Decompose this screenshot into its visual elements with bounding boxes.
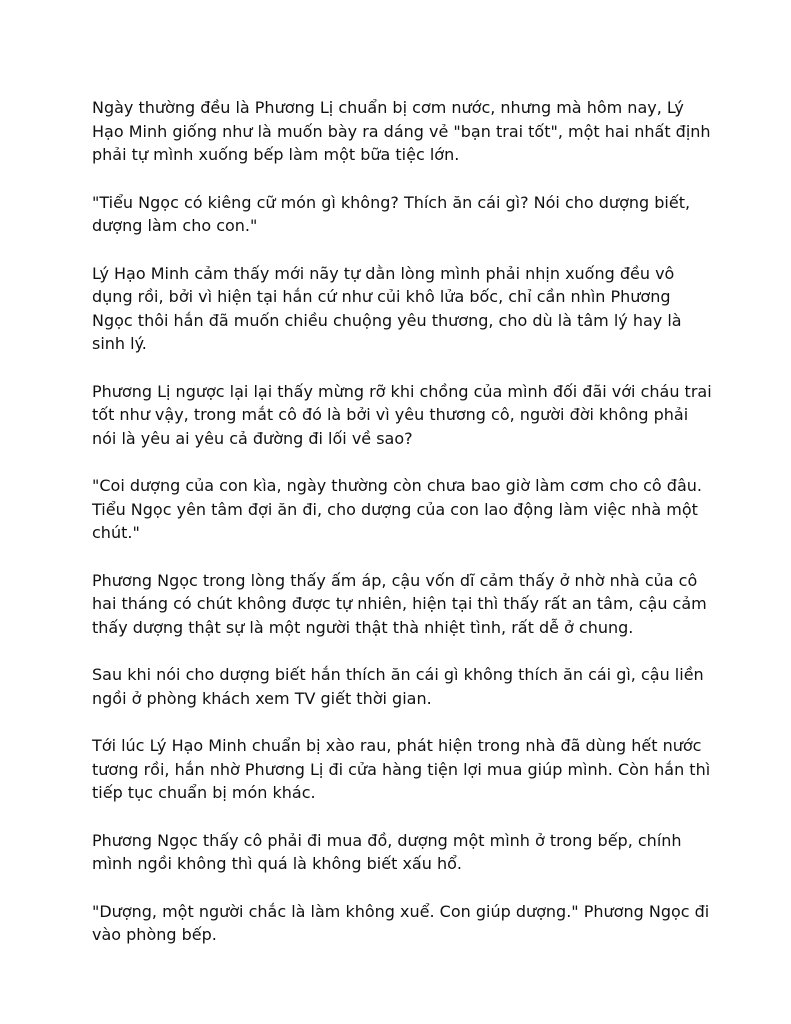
text-line: tương rồi, hắn nhờ Phương Lị đi cửa hàng tiện lợi mua giúp mình. Còn hắn thì	[92, 759, 711, 779]
paragraph-1	[92, 96, 711, 167]
text-line: vào phòng bếp.	[92, 925, 217, 944]
text-line: Phương Ngọc trong lòng thấy ấm áp, cậu vốn dĩ cảm thấy ở nhờ nhà của cô	[92, 570, 698, 590]
paragraph-10	[92, 900, 710, 947]
paragraph-3	[92, 262, 704, 356]
text-line: tiếp tục chuẩn bị món khác.	[92, 783, 316, 802]
text-line: Phương Ngọc thấy cô phải đi mua đồ, dượng một mình ở trong bếp, chính	[92, 830, 682, 850]
text-line: Sau khi nói cho dượng biết hắn thích ăn cái gì không thích ăn cái gì, cậu liền	[92, 665, 704, 684]
paragraph-4	[92, 380, 712, 451]
text-line: ngồi ở phòng khách xem TV giết thời gian.	[92, 688, 432, 708]
text-line: Lý Hạo Minh cảm thấy mới nãy tự dằn lòng mình phải nhịn xuống đều vô	[92, 263, 675, 283]
text-line: Ngọc thôi hắn đã muốn chiều chuộng yêu thương, cho dù là tâm lý hay là	[92, 310, 682, 330]
text-line: mình ngồi không thì quá là không biết xấu hổ.	[92, 854, 462, 873]
text-line: "Coi dượng của con kìa, ngày thường còn chưa bao giờ làm cơm cho cô đâu.	[92, 476, 702, 495]
text-line: thấy dượng thật sự là một người thật thà nhiệt tình, rất dễ ở chung.	[92, 617, 634, 637]
text-line: dượng làm cho con."	[92, 216, 258, 235]
text-line: "Dượng, một người chắc là làm không xuể. Con giúp dượng." Phương Ngọc đi	[92, 901, 710, 921]
text-line: Tiểu Ngọc yên tâm đợi ăn đi, cho dượng của con lao động làm việc nhà một	[92, 499, 698, 519]
text-line: phải tự mình xuống bếp làm một bữa tiệc lớn.	[92, 145, 460, 164]
text-line: Tới lúc Lý Hạo Minh chuẩn bị xào rau, phát hiện trong nhà đã dùng hết nước	[92, 736, 702, 755]
text-line: Hạo Minh giống như là muốn bày ra dáng vẻ "bạn trai tốt", một hai nhất định	[92, 121, 711, 141]
paragraph-7	[92, 663, 704, 710]
text-line: tốt như vậy, trong mắt cô đó là bởi vì yêu thương cô, người đời không phải	[92, 405, 689, 424]
text-line: Phương Lị ngược lại lại thấy mừng rỡ khi chồng của mình đối đãi với cháu trai	[92, 381, 712, 401]
text-line: "Tiểu Ngọc có kiêng cữ món gì không? Thích ăn cái gì? Nói cho dượng biết,	[92, 192, 691, 212]
paragraph-5	[92, 474, 704, 545]
text-line: nói là yêu ai yêu cả đường đi lối về sao?	[92, 428, 413, 448]
text-line: hai tháng có chút không được tự nhiên, hiện tại thì thấy rất an tâm, cậu cảm	[92, 594, 707, 613]
text-line: sinh lý.	[92, 334, 147, 353]
paragraph-8	[92, 734, 711, 805]
text-line: dụng rồi, bởi vì hiện tại hắn cứ như củi khô lửa bốc, chỉ cần nhìn Phương	[92, 287, 671, 306]
paragraph-9	[92, 829, 704, 876]
text-line: Ngày thường đều là Phương Lị chuẩn bị cơm nước, nhưng mà hôm nay, Lý	[92, 98, 684, 117]
paragraph-6	[92, 569, 707, 640]
text-line: chút."	[92, 523, 140, 542]
paragraph-2	[92, 191, 704, 238]
document-body	[92, 96, 712, 947]
